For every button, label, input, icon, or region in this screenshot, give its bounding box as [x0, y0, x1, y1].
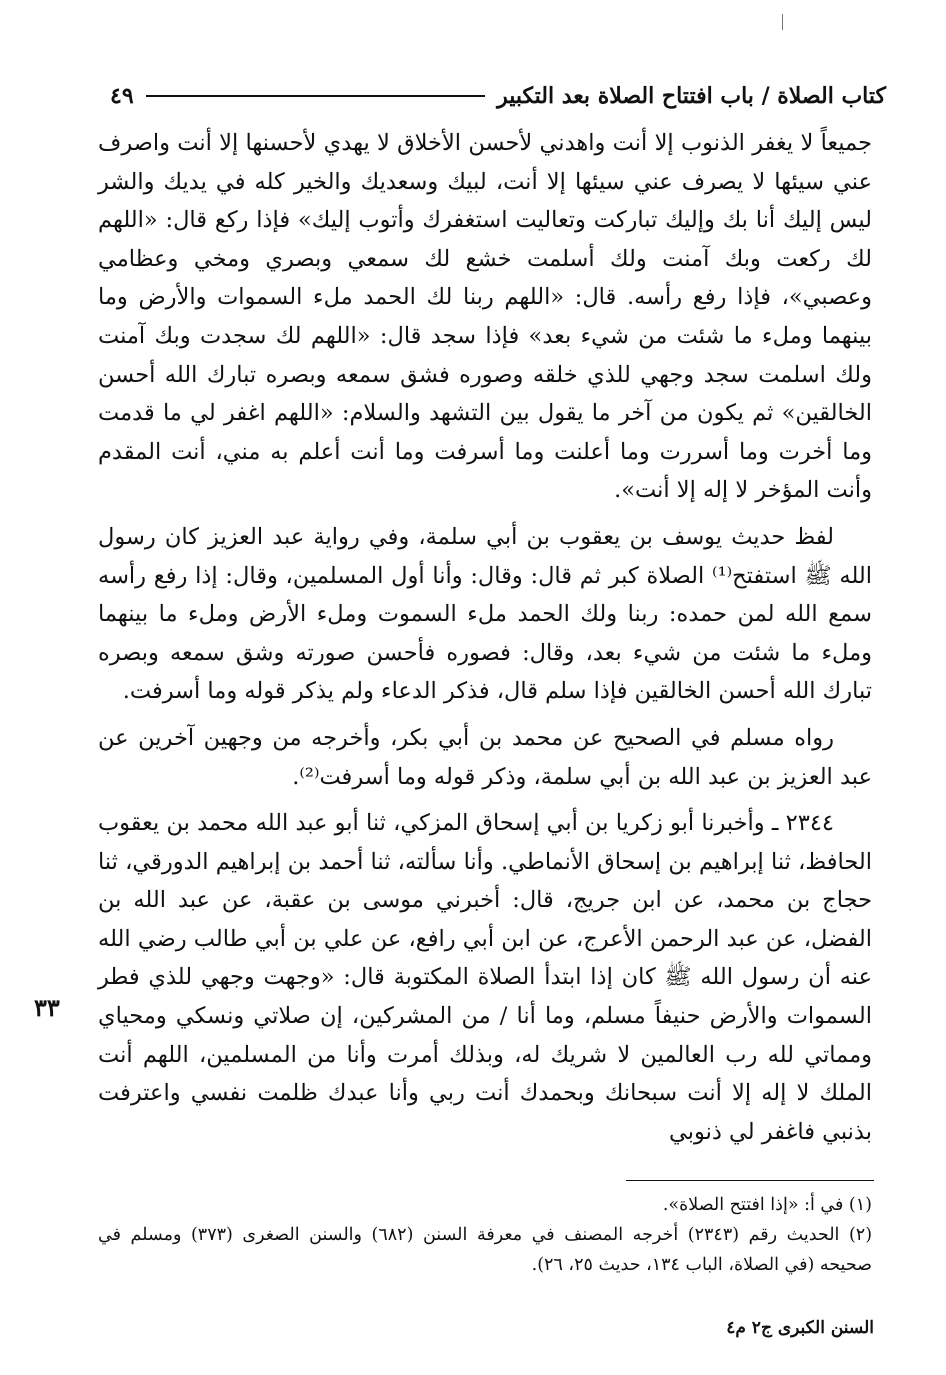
scan-mark: [782, 14, 783, 30]
main-text: [98, 124, 872, 1151]
paragraph-1: جميعاً لا يغفر الذنوب إلا أنت واهدني لأحسن الأخلاق لا يهدي لأحسنها إلا أنت واصرف عني سيئها لا يصرف عني سيئها إلا أنت، لبيك وسعديك والخير كله في يديك والشر ليس إليك أنا بك وإليك تباركت وتعاليت استغفرك وأتوب إليك» فإذا ركع قال: «اللهم لك ركعت وبك آمنت ولك أسلمت خشع لك سمعي وبصري ومخي وعظامي وعصبي»، فإذا رفع رأسه. قال: «اللهم ربنا لك الحمد ملء السموات والأرض وما بينهما وملء ما شئت من شيء بعد» فإذا سجد قال: «اللهم لك سجدت وبك آمنت ولك اسلمت سجد وجهي للذي خلقه وصوره فشق سمعه وبصره تبارك الله أحسن الخالقين» ثم يكون من آخر ما يقول بين التشهد والسلام: «اللهم اغفر لي ما قدمت وما أخرت وما أسررت وما أعلنت وما أسرفت وما أنت أعلم به مني، أنت المقدم وأنت المؤخر لا إله إلا أنت».: [98, 130, 872, 504]
running-header: [110, 80, 886, 112]
footnote-separator: [626, 1180, 874, 1181]
footnote-1: (١) في أ: «إذا افتتح الصلاة».: [662, 1195, 872, 1215]
paragraph-3: رواه مسلم في الصحيح عن محمد بن أبي بكر، وأخرجه من وجهين آخرين عن عبد العزيز بن عبد الله بن أبي سلمة، وذكر قوله وما أسرفت⁽²⁾.: [98, 724, 872, 790]
footnotes: [98, 1190, 872, 1280]
header-rule: [146, 95, 485, 97]
header-title: كتاب الصلاة / باب افتتاح الصلاة بعد التكبير: [497, 83, 886, 109]
margin-reference: ٣٣: [34, 993, 60, 1022]
signature-mark: السنن الكبرى ج٢ م٤: [726, 1318, 874, 1338]
paragraph-2: لفظ حديث يوسف بن يعقوب بن أبي سلمة، وفي رواية عبد العزيز كان رسول الله ﷺ استفتح⁽¹⁾ الصلاة كبر ثم قال: وقال: وأنا أول المسلمين، وقال: إذا رفع رأسه سمع الله لمن حمده: ربنا ولك الحمد ملء السموت وملء الأرض وملء ما بينهما وملء ما شئت من شيء بعد، وقال: فصوره فأحسن صورته وشق سمعه وبصره تبارك الله أحسن الخالقين فإذا سلم قال، فذكر الدعاء ولم يذكر قوله وما أسرفت.: [98, 523, 873, 705]
hadith-2344: ٢٣٤٤ ـ وأخبرنا أبو زكريا بن أبي إسحاق المزكي، ثنا أبو عبد الله محمد بن يعقوب الحافظ، ثنا إبراهيم بن إسحاق الأنماطي. وأنا سألته، ثنا أحمد بن إبراهيم الدورقي، ثنا حجاج بن محمد، عن ابن جريج، قال: أخبرني موسى بن عقبة، عن عبد الله بن الفضل، عن عبد الرحمن الأعرج، عن ابن أبي رافع، عن علي بن أبي طالب رضي الله عنه أن رسول الله ﷺ كان إذا ابتدأ الصلاة المكتوبة قال: «وجهت وجهي للذي فطر السموات والأرض حنيفاً مسلم، وما أنا / من المشركين، إن صلاتي ونسكي ومحياي ومماتي لله رب العالمين لا شريك له، وبذلك أمرت وأنا من المسلمين، اللهم أنت الملك لا إله إلا أنت سبحانك وبحمدك أنت ربي وأنا عبدك ظلمت نفسي واعترفت بذنبي فاغفر لي ذنوبي: [98, 810, 872, 1145]
footnote-2: (٢) الحديث رقم (٢٣٤٣) أخرجه المصنف في معرفة السنن (٦٨٢) والسنن الصغرى (٣٧٣) ومسلم في صحيحه (في الصلاة، الباب ١٣٤، حديث ٢٥، ٢٦).: [98, 1225, 873, 1275]
page-number: ٤٩: [110, 83, 134, 109]
